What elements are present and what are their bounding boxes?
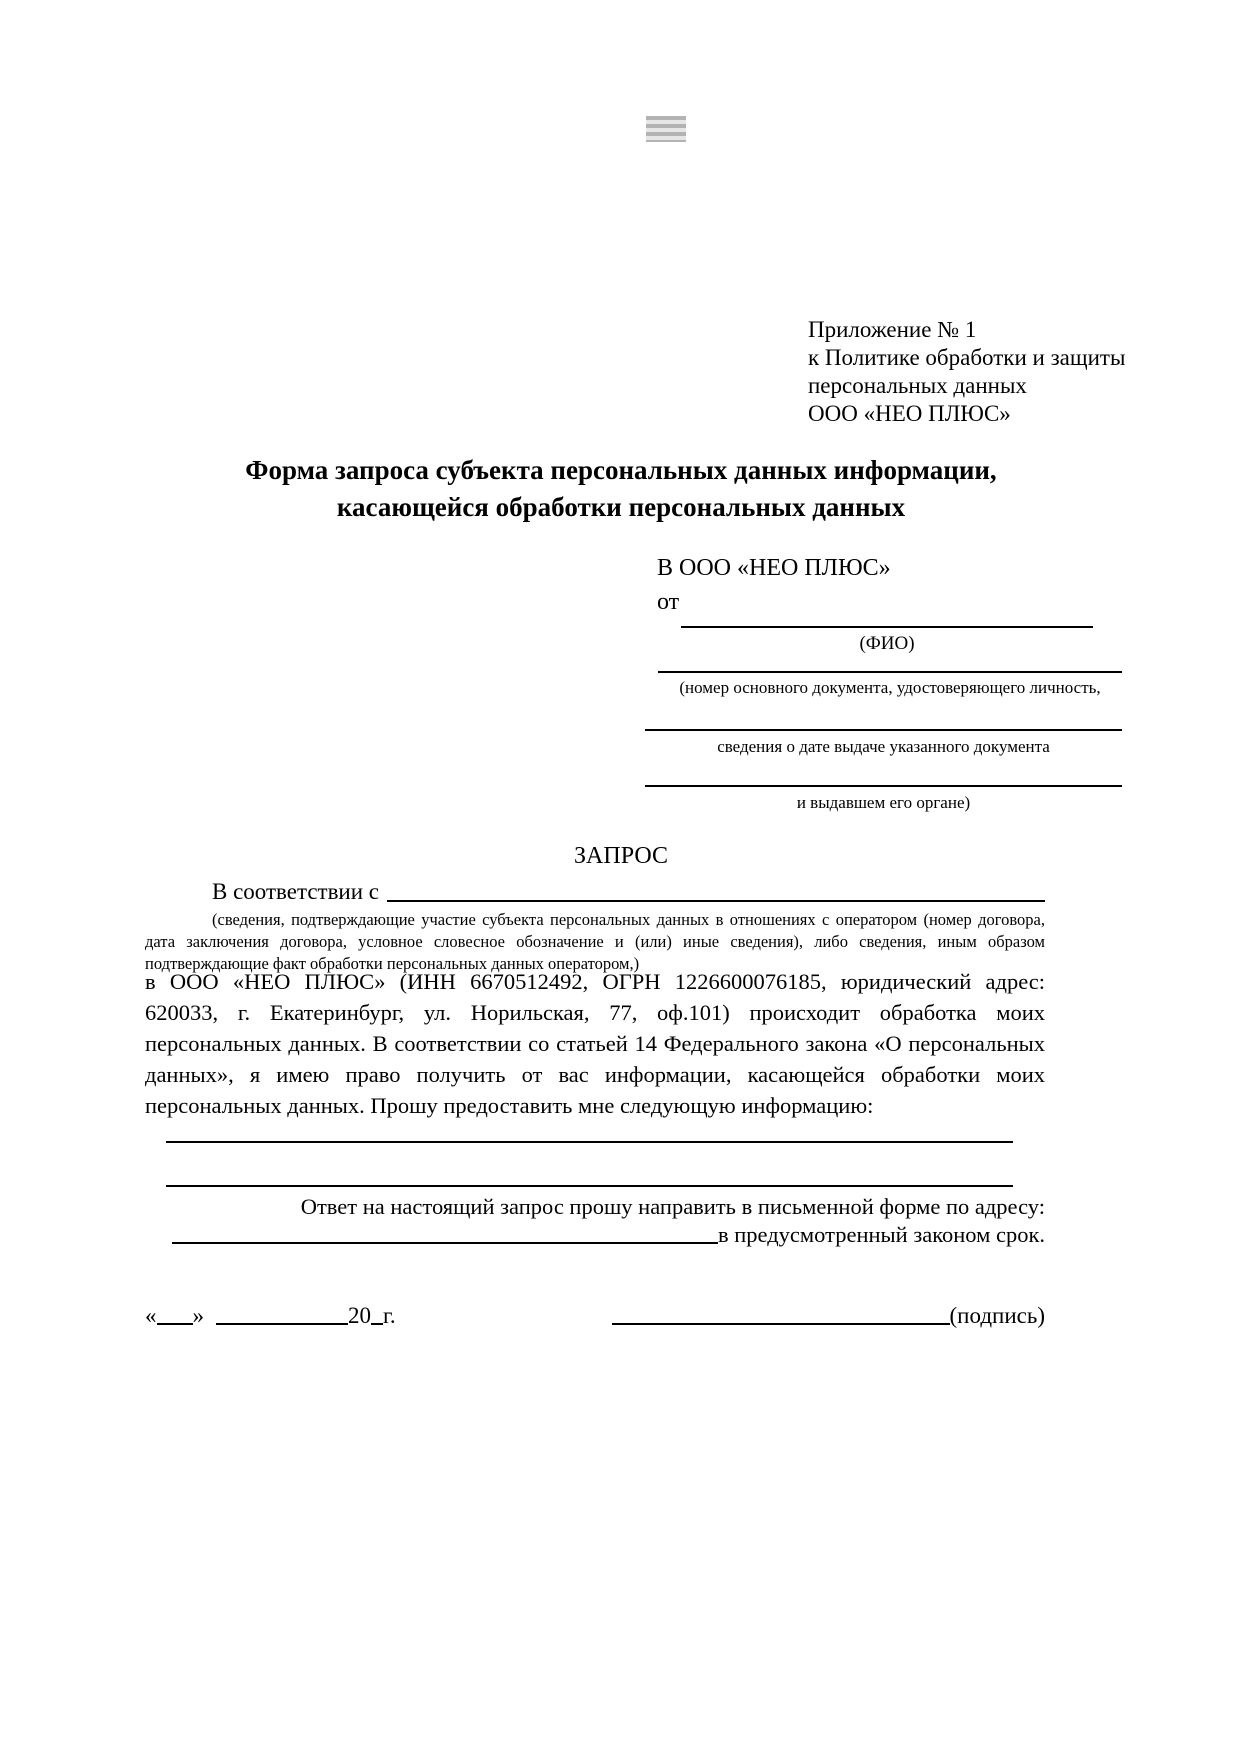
doc-date-label: сведения о дате выдаче указанного документа: [717, 737, 1050, 756]
appendix-block: [808, 316, 1125, 428]
date-month-input-line[interactable]: [216, 1323, 348, 1325]
answer-tail-text: в предусмотренный законом срок.: [718, 1222, 1045, 1247]
date-quote-open: «: [145, 1303, 157, 1328]
date-year-input-line[interactable]: [371, 1323, 383, 1325]
date-line: [145, 1303, 396, 1329]
answer-address-text: Ответ на настоящий запрос прошу направить в письменной форме по адресу:: [300, 1194, 1045, 1219]
basis-input-line[interactable]: [387, 900, 1045, 902]
addressee-to: В ООО «НЕО ПЛЮС»: [657, 555, 891, 581]
doc-issuer-input-line[interactable]: [645, 785, 1122, 787]
appendix-line: ООО «НЕО ПЛЮС»: [808, 401, 1011, 426]
intro-line: [145, 878, 1045, 906]
answer-line: [172, 1222, 1045, 1248]
appendix-line: персональных данных: [808, 373, 1027, 398]
date-day-input-line[interactable]: [157, 1323, 193, 1325]
date-year-text: 20: [348, 1303, 371, 1328]
logo-image: [646, 116, 686, 142]
appendix-line: к Политике обработки и защиты: [808, 345, 1126, 370]
address-input-line[interactable]: [172, 1242, 718, 1244]
signature-input-line[interactable]: [612, 1323, 950, 1325]
fio-input-line[interactable]: [681, 626, 1093, 628]
date-quote-close: »: [192, 1303, 204, 1328]
doc-issuer-label: и выдавшем его органе): [796, 793, 971, 812]
doc-number-label: (номер основного документа, удостоверяющего личность,: [679, 678, 1101, 697]
addressee-from: от: [657, 589, 680, 615]
form-title-line-2: касающейся обработки персональных данных: [336, 492, 906, 522]
fio-label: (ФИО): [859, 633, 915, 654]
info-request-input-line-1[interactable]: [166, 1141, 1013, 1143]
doc-number-input-line[interactable]: [658, 671, 1122, 673]
form-title-line-1: Форма запроса субъекта персональных данных информации,: [245, 455, 997, 485]
addressee-block: [657, 551, 891, 619]
footnote-text: (сведения, подтверждающие участие субъекта персональных данных в отношениях с оператором (номер договора, дата заключения договора, условное словесное обозначение и (или) иные сведения), либо сведения, иным образом подтверждающие факт обработки персональных данных оператором,): [145, 910, 1045, 973]
intro-prefix-text: В соответствии с: [212, 879, 380, 904]
body-paragraph: в ООО «НЕО ПЛЮС» (ИНН 6670512492, ОГРН 1226600076185, юридический адрес: 620033, г. Екатеринбург, ул. Норильская, 77, оф.101) происходит обработка моих персональных данных. В соответствии со статьей 14 Федерального закона «О персональных данных», я имею право получить от вас информации, касающейся обработки моих персональных данных. Прошу предоставить мне следующую информацию:: [145, 969, 1045, 1118]
signature-label: (подпись): [949, 1303, 1045, 1328]
signature-line: [612, 1303, 1045, 1329]
request-heading: ЗАПРОС: [574, 843, 668, 869]
doc-date-input-line[interactable]: [645, 729, 1122, 731]
appendix-line: Приложение № 1: [808, 317, 977, 342]
form-title: [0, 452, 1242, 526]
info-request-input-line-2[interactable]: [166, 1185, 1013, 1187]
date-year-suffix: г.: [383, 1303, 396, 1328]
